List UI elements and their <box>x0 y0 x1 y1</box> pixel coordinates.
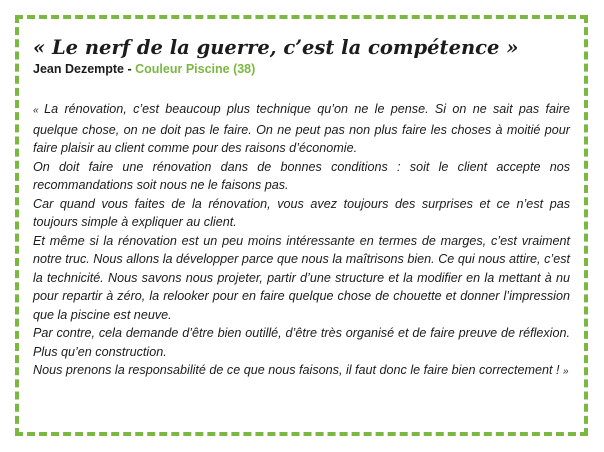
quote-paragraph: Par contre, cela demande d’être bien outillé, d’être très organisé et de faire preuve de réflexion. Plus qu’en construction. <box>33 326 570 359</box>
company-name: Couleur Piscine (38) <box>135 62 256 76</box>
quote-paragraph: On doit faire une rénovation dans de bonnes conditions : soit le client accepte nos recommandations soit nous ne le faisons pas. <box>33 159 570 192</box>
article-header <box>33 36 573 77</box>
quote-paragraph <box>33 100 570 158</box>
byline-separator: - <box>124 62 136 76</box>
close-quote-mark: » <box>562 366 569 377</box>
quote-paragraph-text: Nous prenons la responsabilité de ce que nous faisons, il faut donc le faire bien correctement ! <box>33 363 563 377</box>
quote-paragraph-text: La rénovation, c’est beaucoup plus technique qu’on ne le pense. Si on ne sait pas faire quelque chose, on ne doit pas le faire. On ne peut pas non plus faire les choses à moitié pour faire plaisir au client comme pour des raisons d’économie. <box>33 102 571 155</box>
byline <box>33 61 573 77</box>
quote-paragraph: Car quand vous faites de la rénovation, vous avez toujours des surprises et ce n’est pas toujours simple à expliquer au client. <box>33 196 570 229</box>
quote-paragraph <box>33 361 570 382</box>
author-name: Jean Dezempte <box>33 62 125 76</box>
quote-body <box>33 100 570 382</box>
open-quote-mark: « <box>33 105 45 116</box>
quote-paragraph: Et même si la rénovation est un peu moins intéressante en termes de marges, c’est vraiment notre truc. Nous allons la développer parce que nous la maîtrisons bien. Ce qui nous attire, c’est la technicité. Nous savons nous projeter, partir d’une structure et la modifier en la mettant à nu pour repartir à zéro, la relooker pour en faire quelque chose de chouette et donner l’impression que la piscine est neuve. <box>33 233 570 322</box>
article-title: « Le nerf de la guerre, c’est la compétence » <box>33 36 519 59</box>
